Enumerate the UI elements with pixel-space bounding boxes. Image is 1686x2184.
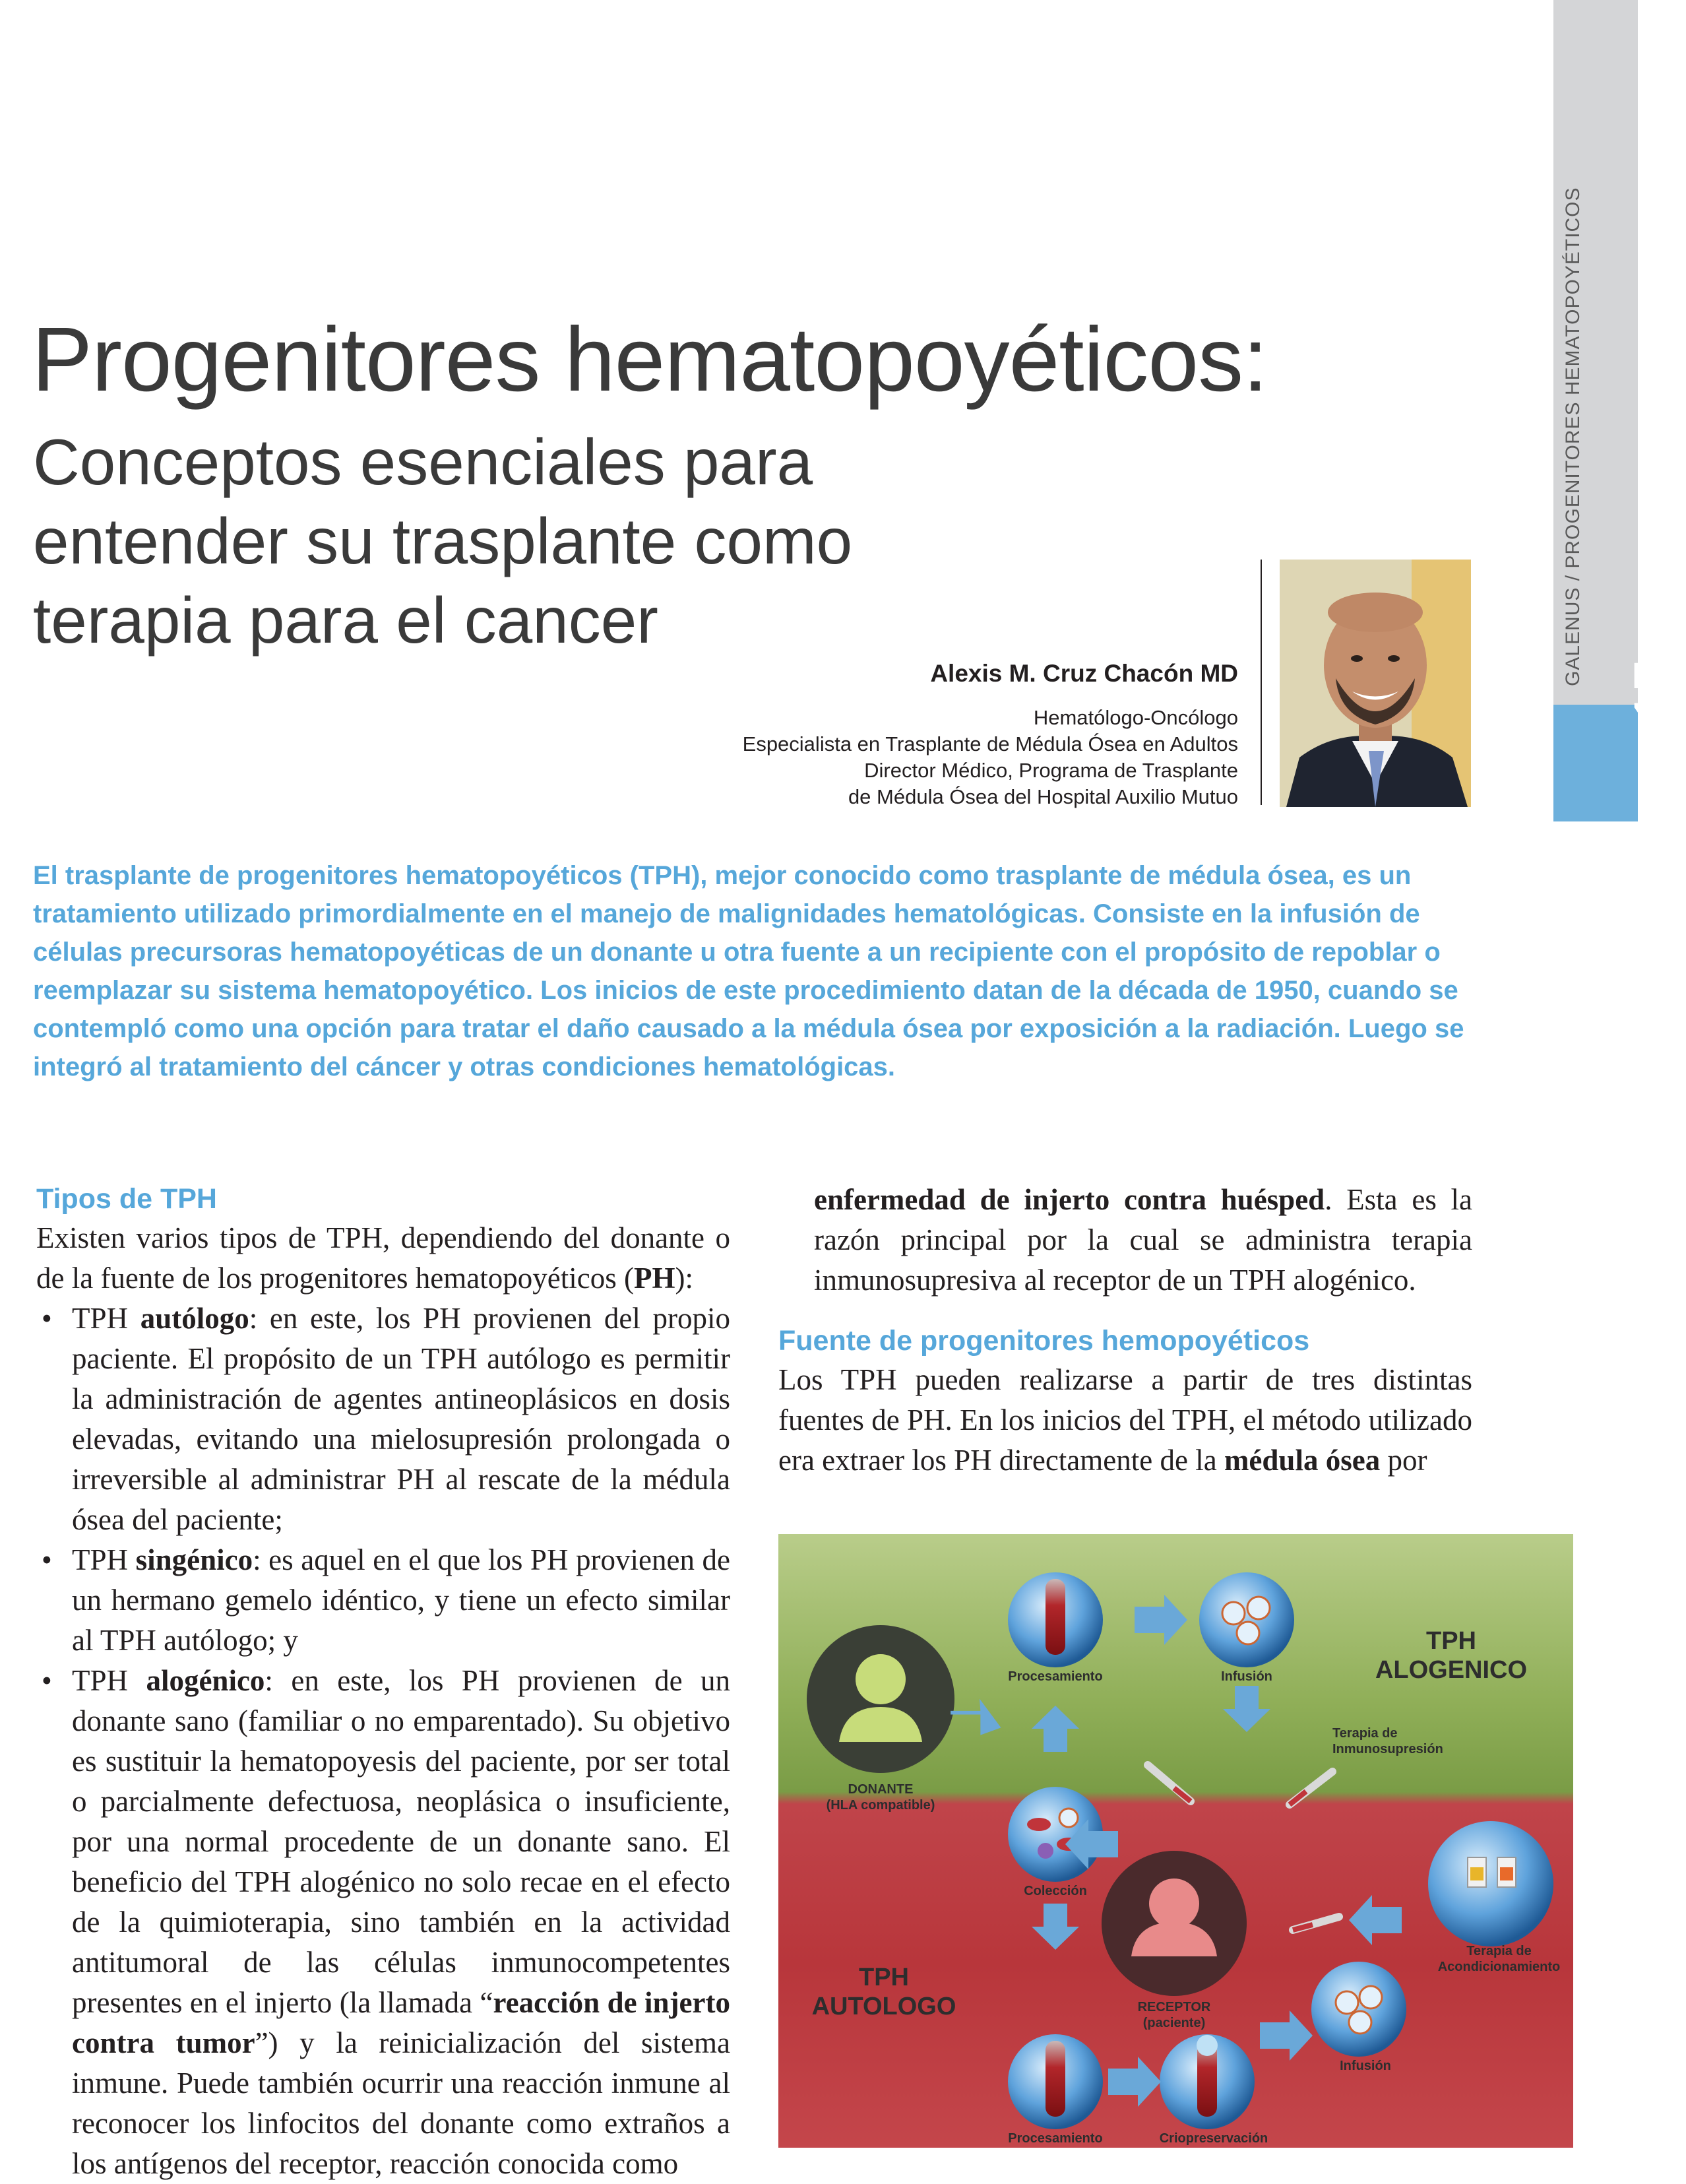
processing-bottom-icon [1008, 2034, 1103, 2129]
author-credential: Hematólogo-Oncólogo [1033, 706, 1238, 729]
autologo-label: TPH AUTOLOGO [811, 1964, 956, 2020]
list-item: • TPH singénico: es aquel en el que los PH provienen de un hermano gemelo idéntico, y tiene un efecto similar al TPH autólogo; y [36, 1540, 730, 1661]
criopreservacion-label: Criopreservación [1159, 2131, 1268, 2146]
donor-icon [807, 1625, 954, 1773]
article-subtitle: Conceptos esenciales para entender su trasplante como terapia para el cancer [33, 426, 853, 657]
right-column [778, 1180, 1472, 1481]
processing-top-icon [1008, 1572, 1103, 1667]
section-heading: Fuente de progenitores hemopoyéticos [778, 1325, 1310, 1357]
coleccion-label: Colección [1024, 1884, 1087, 1898]
infusion-bottom-icon [1311, 1962, 1406, 2057]
list-item: • TPH alogénico: en este, los PH provienen de un donante sano (familiar o no emparentado). Su objetivo es sustituir la hematopoyesis del paciente, por ser total o parcialmente defectuosa, neoplásica o insuficiente, por una normal procedente de un donante sano. El beneficio del TPH alogénico no solo recae en el efecto de la quimioterapia, sino también en la actividad antitumoral de las células inmunocompetentes presentes en el injerto (la llamada “reacción de injerto contra tumor”) y la reinicialización del sistema inmune. Puede también ocurrir una reacción inmune al reconocer los linfocitos del donante como extraños a los antígenos del receptor, reacción conocida como [36, 1661, 730, 2184]
list-item: • TPH autólogo: en este, los PH provienen del propio paciente. El propósito de un TPH autólogo es permitir la administración de agentes antineoplásicos en dosis elevadas, evitando una mielosupresión prolongada o irreversible al administrar PH al rescate de la médula ósea del paciente; [36, 1299, 730, 1540]
section-intro: Existen varios tipos de TPH, dependiendo del donante o de la fuente de los progenitores hematopoyéticos (PH): [36, 1221, 730, 1295]
infusion-top-label: Infusión [1221, 1669, 1272, 1684]
procesamiento-top-label: Procesamiento [1008, 1669, 1103, 1684]
list-item-continuation: enfermedad de injerto contra huésped. Esta es la razón principal por la cual se administra terapia inmunosupresiva al receptor de un TPH alogénico. [814, 1183, 1473, 1297]
author-photo [1280, 560, 1471, 807]
author-block [743, 660, 1238, 810]
page-number: 17 [1623, 660, 1685, 722]
section-paragraph: Los TPH pueden realizarse a partir de tres distintas fuentes de PH. En los inicios del TPH, el método utilizado era extraer los PH directamente de la médula ósea por [778, 1363, 1472, 1477]
article-title: Progenitores hematopoyéticos: [32, 309, 1268, 410]
abstract-paragraph: El trasplante de progenitores hematopoyéticos (TPH), mejor conocido como trasplante de médula ósea, es un tratamiento utilizado primordialmente en el manejo de malignidades hematológicas. Consiste en la infusión de células precursoras hematopoyéticas de un donante u otra fuente a un recipiente con el propósito de repoblar o reemplazar su sistema hematopoyético. Los inicios de este procedimiento datan de la década de 1950, cuando se contempló como una opción para tratar el daño causado a la médula ósea por exposición a la radiación. Luego se integró al tratamiento del cáncer y otras condiciones hematológicas. [33, 861, 1464, 1081]
receptor-label: RECEPTOR (paciente) [1137, 2000, 1211, 2030]
alogenico-label: TPH ALOGENICO [1375, 1627, 1528, 1684]
section-label: GALENUS / PROGENITORES HEMATOPOYÉTICOS [1562, 187, 1584, 686]
terapia-inmunosupresion-label: Terapia de Inmunosupresión [1332, 1726, 1443, 1756]
procesamiento-bottom-label: Procesamiento [1008, 2131, 1103, 2146]
author-name: Alexis M. Cruz Chacón MD [930, 660, 1238, 687]
left-column [36, 1180, 730, 2184]
section-heading: Tipos de TPH [36, 1183, 217, 1215]
infusion-top-icon [1199, 1572, 1294, 1667]
receptor-icon [1102, 1851, 1247, 1996]
infusion-bottom-label: Infusión [1340, 2059, 1391, 2073]
page-number-tab [1553, 660, 1685, 821]
conditioning-therapy-icon [1428, 1821, 1553, 1946]
author-divider [1261, 560, 1262, 805]
tph-diagram [778, 1534, 1573, 2148]
cryopreservation-icon [1160, 2034, 1255, 2129]
tph-types-list [36, 1299, 730, 2184]
author-credential: Especialista en Trasplante de Médula Ósea en Adultos [742, 732, 1238, 755]
author-credential: de Médula Ósea del Hospital Auxilio Mutuo [848, 785, 1238, 808]
author-credential: Director Médico, Programa de Trasplante [864, 759, 1238, 782]
terapia-acondicionamiento-label: Terapia de Acondicionamiento [1437, 1944, 1561, 1974]
donante-label: DONANTE (HLA compatible) [826, 1782, 935, 1813]
